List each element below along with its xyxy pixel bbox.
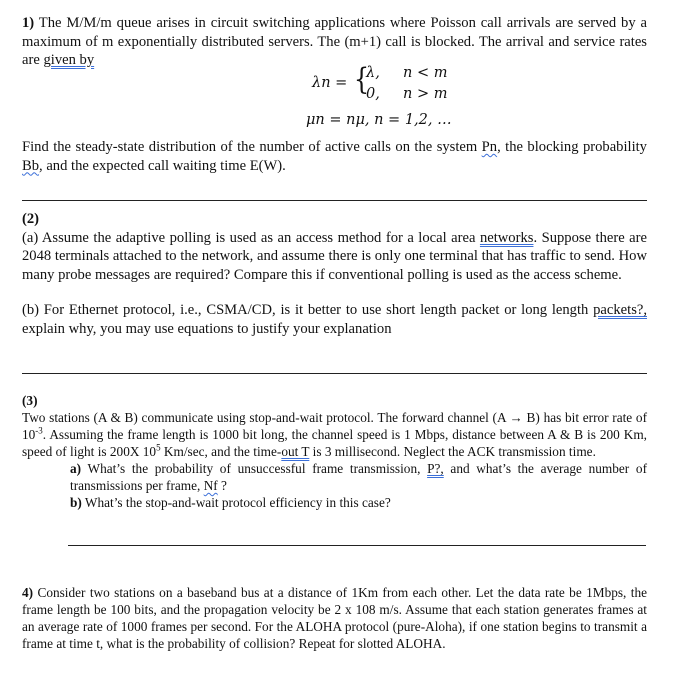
question-2 [22,210,647,338]
q3-label: (3) [22,393,38,408]
given-by-text: given by [43,52,95,68]
bb-symbol: Bb [22,157,40,174]
question-3 [22,392,647,511]
divider-2 [22,373,647,374]
q2-part-b: (b) For Ethernet protocol, i.e., CSMA/CD, is it better to use short length packet or long length packets?, explain why, you may use equations to justify your explanation [22,302,647,337]
q2-label: (2) [22,211,40,227]
case-brace: { [353,62,370,97]
q3-part-a: a) What’s the probability of unsuccessful frame transmission, P?, and what’s the average number of transmissions per frame, Nf ? [70,461,647,493]
case2-value: 0, [366,86,380,102]
networks-text: networks [479,229,534,246]
q1-find: Find the steady-state distribution of the number of active calls on the system Pn, the blocking probability Bb, and the expected call waiting time E(W). [22,139,647,174]
case1-value: λ, [366,65,380,81]
nf-symbol: Nf [203,478,218,493]
timeout-text: out T [281,444,310,459]
case1-condition: n < m [403,65,448,81]
packets-text: packets?, [593,302,647,318]
q4-text: 4) Consider two stations on a baseband bus at a distance of 1Km from each other. Let the data rate be 1Mbps, the frame length be 100 bits, and the propagation velocity be 2 x 108 m/s. Assume that each station generates frames at an average rate of 1000 frames per second. For the ALOHA protocol (pure-Aloha), if one station begins to transmit a frame at time t, what is the probability of collision? Repeat for slotted ALOHA. [22,585,647,651]
case2-condition: n > m [403,86,448,102]
q4-label: 4) [22,585,34,600]
q3-intro: Two stations (A & B) communicate using stop-and-wait protocol. The forward channel (A → B) has bit error rate of $10^{-3}$. Assuming the frame length is 1000 bit long, the channel speed is 1 Mbps, distance between A & B is 200 Km, speed of light is 200X $10^5$ Km/sec, and the time-out T is 3 millisecond. Neglect the ACK transmission time. [22,410,647,459]
divider-3 [68,545,646,546]
pn-symbol: Pn [481,139,498,155]
q2-part-a: (a) Assume the adaptive polling is used as an access method for a local area networks. Suppose there are 2048 terminals attached to the network, and assume there is only one terminal that has traffic to send. How many probe messages are required? Compare this if conventional polling is used as the access scheme. [22,229,648,283]
p-question: P?, [427,461,444,476]
mu-equation: μn = nμ, n = 1,2, … [306,112,452,128]
question-1 [22,14,647,70]
q3-part-b: b) What’s the stop-and-wait protocol efficiency in this case? [70,495,391,510]
lambda-lhs: λn = [312,75,348,91]
q1-intro: 1) The M/M/m queue arises in circuit switching applications where Poisson call arrivals are served by a maximum of m exponentially distributed servers. The (m+1) call is blocked. The arrival and service rates are given by [22,15,647,68]
q1-label: 1) [22,15,35,31]
divider-1 [22,200,647,201]
question-4 [22,584,647,652]
